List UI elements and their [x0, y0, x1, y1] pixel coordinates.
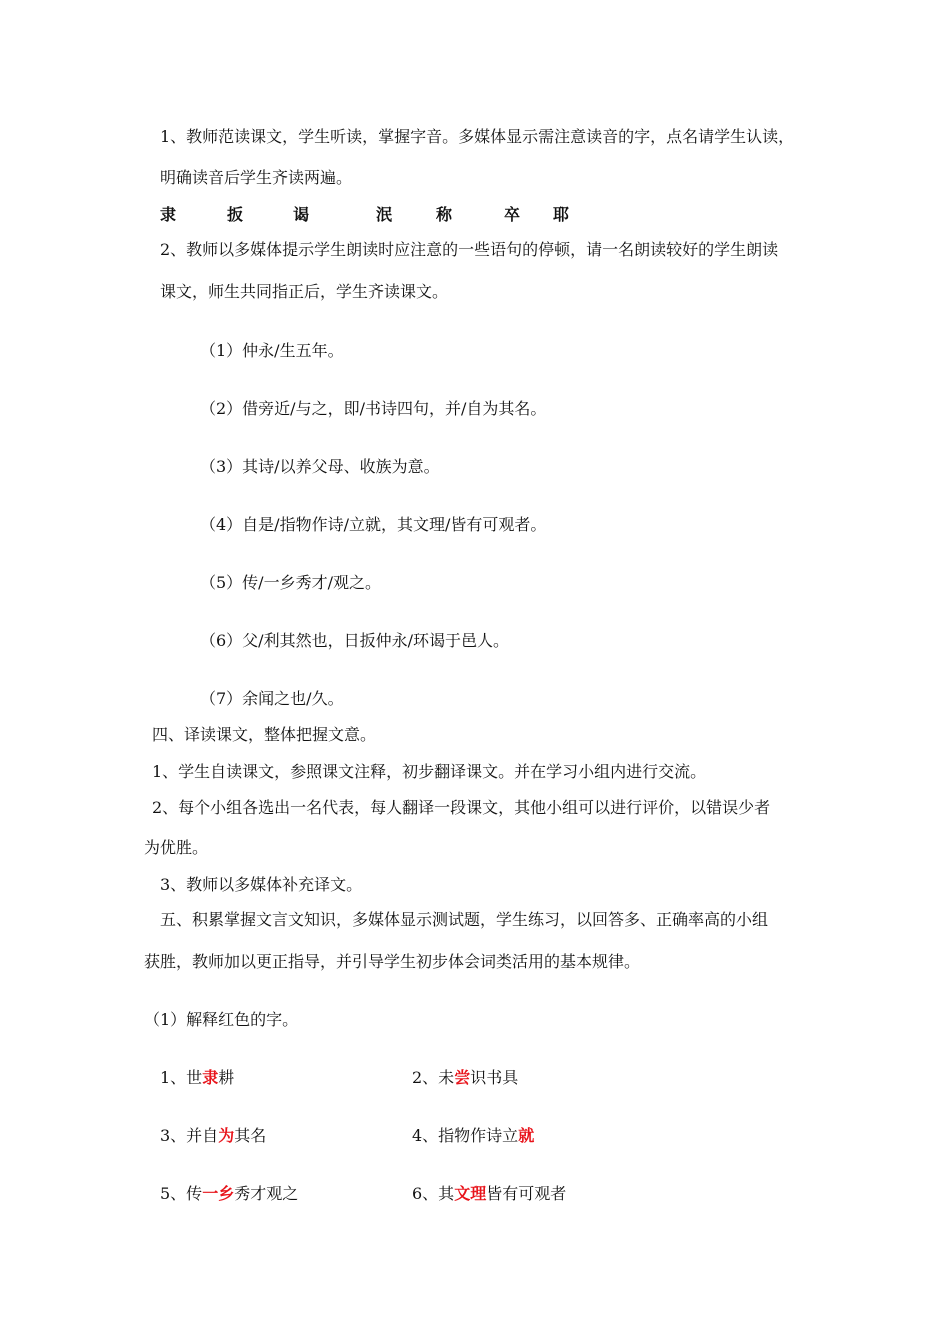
- section4-p3: 3、教师以多媒体补充译文。: [160, 875, 363, 894]
- section4-heading: 四、译读课文，整体把握文意。: [152, 725, 377, 744]
- pause-item: （4）自是/指物作诗/立就，其文理/皆有可观者。: [200, 515, 547, 534]
- paragraph-pause-line2: 课文，师生共同指正后，学生齐读课文。: [160, 282, 449, 301]
- pause-item: （3）其诗/以养父母、收族为意。: [200, 457, 440, 476]
- pause-item: （5）传/一乡秀才/观之。: [200, 573, 381, 592]
- pronunciation-char: 隶: [160, 205, 177, 224]
- exercise-item: 5、传一乡秀才观之: [160, 1184, 299, 1203]
- pause-item: （6）父/利其然也，日扳仲永/环谒于邑人。: [200, 631, 509, 650]
- pause-item: （7）余闻之也/久。: [200, 689, 344, 708]
- exercise-item: 3、并自为其名: [160, 1126, 267, 1145]
- exercise-item: 1、世隶耕: [160, 1068, 235, 1087]
- pronunciation-char: 称: [436, 205, 453, 224]
- highlight-char: 就: [518, 1126, 535, 1145]
- pronunciation-char: 泯: [376, 205, 393, 224]
- exercise-item: 6、其文理皆有可观者: [412, 1184, 567, 1203]
- paragraph-reading-line1: 1、教师范读课文，学生听读，掌握字音。多媒体显示需注意读音的字，点名请学生认读，: [160, 127, 795, 146]
- highlight-char: 一乡: [202, 1184, 235, 1203]
- pause-item: （2）借旁近/与之，即/书诗四句，并/自为其名。: [200, 399, 547, 418]
- section4-p2-line2: 为优胜。: [144, 838, 209, 857]
- paragraph-reading-line2: 明确读音后学生齐读两遍。: [160, 168, 353, 187]
- pause-item: （1）仲永/生五年。: [200, 341, 344, 360]
- highlight-char: 文理: [454, 1184, 487, 1203]
- section5-line2: 获胜，教师加以更正指导，并引导学生初步体会词类活用的基本规律。: [144, 952, 641, 971]
- exercise-item: 2、未尝识书具: [412, 1068, 519, 1087]
- section4-p1: 1、学生自读课文，参照课文注释，初步翻译课文。并在学习小组内进行交流。: [152, 762, 707, 781]
- section4-p2-line1: 2、每个小组各选出一名代表，每人翻译一段课文，其他小组可以进行评价，以错误少者: [152, 798, 771, 817]
- pronunciation-char: 扳: [227, 205, 244, 224]
- paragraph-pause-line1: 2、教师以多媒体提示学生朗读时应注意的一些语句的停顿，请一名朗读较好的学生朗读: [160, 240, 779, 259]
- pronunciation-char: 谒: [293, 205, 310, 224]
- pronunciation-char: 耶: [553, 205, 570, 224]
- pronunciation-char: 卒: [504, 205, 521, 224]
- section5-sub1: （1）解释红色的字。: [144, 1010, 299, 1029]
- highlight-char: 尝: [454, 1068, 471, 1087]
- section5-line1: 五、积累掌握文言文知识，多媒体显示测试题，学生练习，以回答多、正确率高的小组: [160, 910, 769, 929]
- highlight-char: 为: [218, 1126, 235, 1145]
- highlight-char: 隶: [202, 1068, 219, 1087]
- exercise-item: 4、指物作诗立就: [412, 1126, 535, 1145]
